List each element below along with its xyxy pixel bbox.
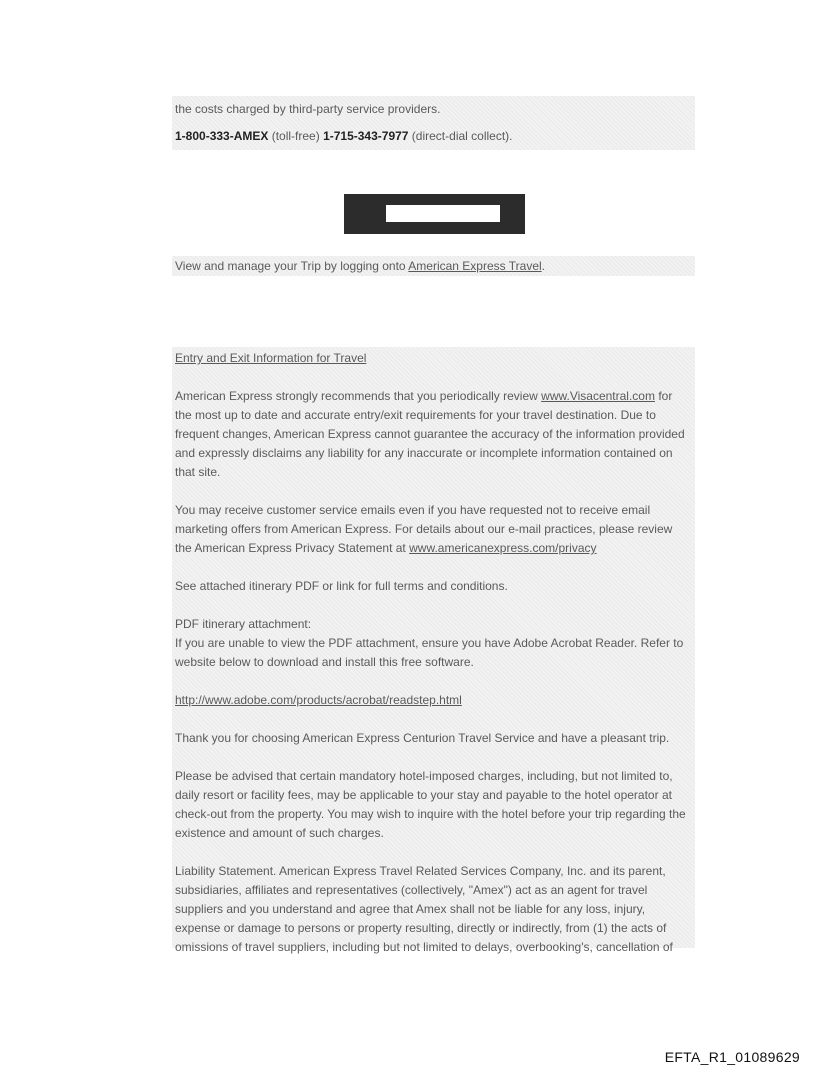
document-id: EFTA_R1_01089629	[664, 1049, 800, 1065]
visacentral-suffix: for the most up to date and accurate entry/exit requirements for your travel destination. Due to frequent changes, American Express cannot guarantee the accuracy of the information provided and expressly disclaims any liability for any inaccurate or incomplete information contained on that site.	[175, 389, 685, 479]
adobe-link[interactable]: http://www.adobe.com/products/acrobat/readstep.html	[175, 693, 462, 707]
manage-trip-line	[175, 257, 695, 276]
phone-info-block	[172, 96, 695, 150]
entry-exit-heading[interactable]: Entry and Exit Information for Travel	[175, 351, 367, 365]
visacentral-link[interactable]: www.Visacentral.com	[541, 389, 655, 403]
privacy-prefix: You may receive customer service emails even if you have requested not to receive email marketing offers from American Express. For details about our e-mail practices, please review the American Express Privacy Statement at	[175, 503, 673, 555]
thanks-paragraph: Thank you for choosing American Express Centurion Travel Service and have a pleasant trip.	[175, 731, 670, 745]
privacy-paragraph	[175, 501, 691, 558]
phone-direct-note: (direct-dial collect).	[408, 129, 513, 143]
manage-trip-suffix: .	[541, 259, 546, 273]
phone-tollfree-note: (toll-free)	[268, 129, 324, 143]
entry-exit-info-block	[172, 347, 695, 954]
hotel-charges-paragraph: Please be advised that certain mandatory hotel-imposed charges, including, but not limited to, daily resort or facility fees, may be applicable to your stay and payable to the hotel operator at check-out from the property. You may wish to inquire with the hotel before your trip regarding the existence and amount of such charges.	[175, 769, 686, 840]
pdf-attachment-paragraph: If you are unable to view the PDF attachment, ensure you have Adobe Acrobat Reader. Refer to website below to download and install this free software.	[175, 636, 684, 669]
amex-travel-link[interactable]: American Express Travel	[408, 259, 542, 273]
pdf-attachment-label: PDF itinerary attachment:	[175, 617, 312, 631]
costs-line: the costs charged by third-party service providers.	[175, 102, 441, 116]
visacentral-prefix: American Express strongly recommends that you periodically review	[175, 389, 542, 403]
phone-line	[175, 127, 695, 146]
phone-direct-number: 1-715-343-7977	[323, 129, 409, 143]
terms-paragraph: See attached itinerary PDF or link for full terms and conditions.	[175, 579, 508, 593]
redacted-button-label-box	[386, 205, 500, 222]
redacted-button[interactable]	[344, 194, 525, 234]
liability-paragraph: Liability Statement. American Express Travel Related Services Company, Inc. and its parent, subsidiaries, affiliates and representatives (collectively, "Amex") act as an agent for travel suppliers and you understand and agree that Amex shall not be liable for any loss, injury, expense or damage to persons or property resulting, directly or indirectly, from (1) the acts of omissions of travel suppliers, including but not limited to delays, overbooking's, cancellation of	[175, 864, 673, 954]
visacentral-paragraph	[175, 387, 691, 482]
privacy-link[interactable]: www.americanexpress.com/privacy	[409, 541, 597, 555]
manage-trip-prefix: View and manage your Trip by logging onto	[175, 259, 409, 273]
phone-tollfree-number: 1-800-333-AMEX	[175, 129, 269, 143]
manage-trip-block	[172, 256, 695, 276]
